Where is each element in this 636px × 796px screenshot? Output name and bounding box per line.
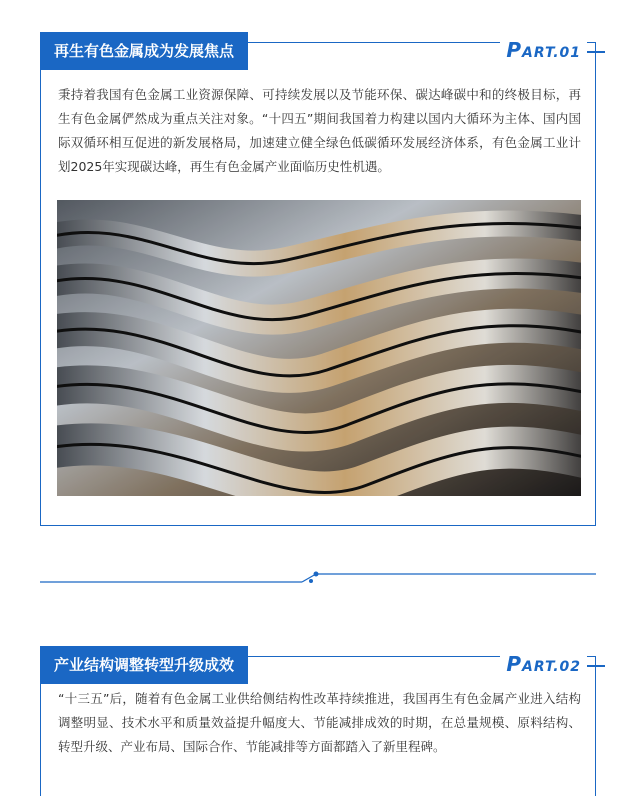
section-paragraph: “十三五”后，随着有色金属工业供给侧结构性改革持续推进，我国再生有色金属产业进入结构调整明显、技术水平和质量效益提升幅度大、节能减排成效的时期，在总量规模、原料结构、转型升级、产业布局、国际合作、节能减排等方面都踏入了新里程碑。 [58,691,581,754]
metal-waves-graphic [57,200,581,496]
part-prefix: P [506,652,523,676]
section-part-01 [40,38,596,526]
section-paragraph: 秉持着我国有色金属工业资源保障、可持续发展以及节能环保、碳达峰碳中和的终极目标，再生有色金属俨然成为重点关注对象。“十四五”期间我国着力构建以国内大循环为主体、国内国际双循环相互促进的新发展格局，加速建立健全绿色低碳循环发展经济体系，有色金属工业计划2025年实现碳达峰，再生有色金属产业面临历史性机遇。 [58,87,581,174]
divider-ornament [40,570,596,590]
section-divider [40,570,596,590]
part-label [500,654,587,674]
section-title: 再生有色金属成为发展焦点 [40,32,248,70]
part-label-line [587,665,605,667]
part-label-line [587,51,605,53]
part-label [500,40,587,60]
part-prefix: P [506,38,523,62]
section-part-02 [40,652,596,796]
corrugated-metal-image [57,200,581,496]
part-number: ART.01 [522,45,581,61]
section-title: 产业结构调整转型升级成效 [40,646,248,684]
part-number: ART.02 [522,659,581,675]
